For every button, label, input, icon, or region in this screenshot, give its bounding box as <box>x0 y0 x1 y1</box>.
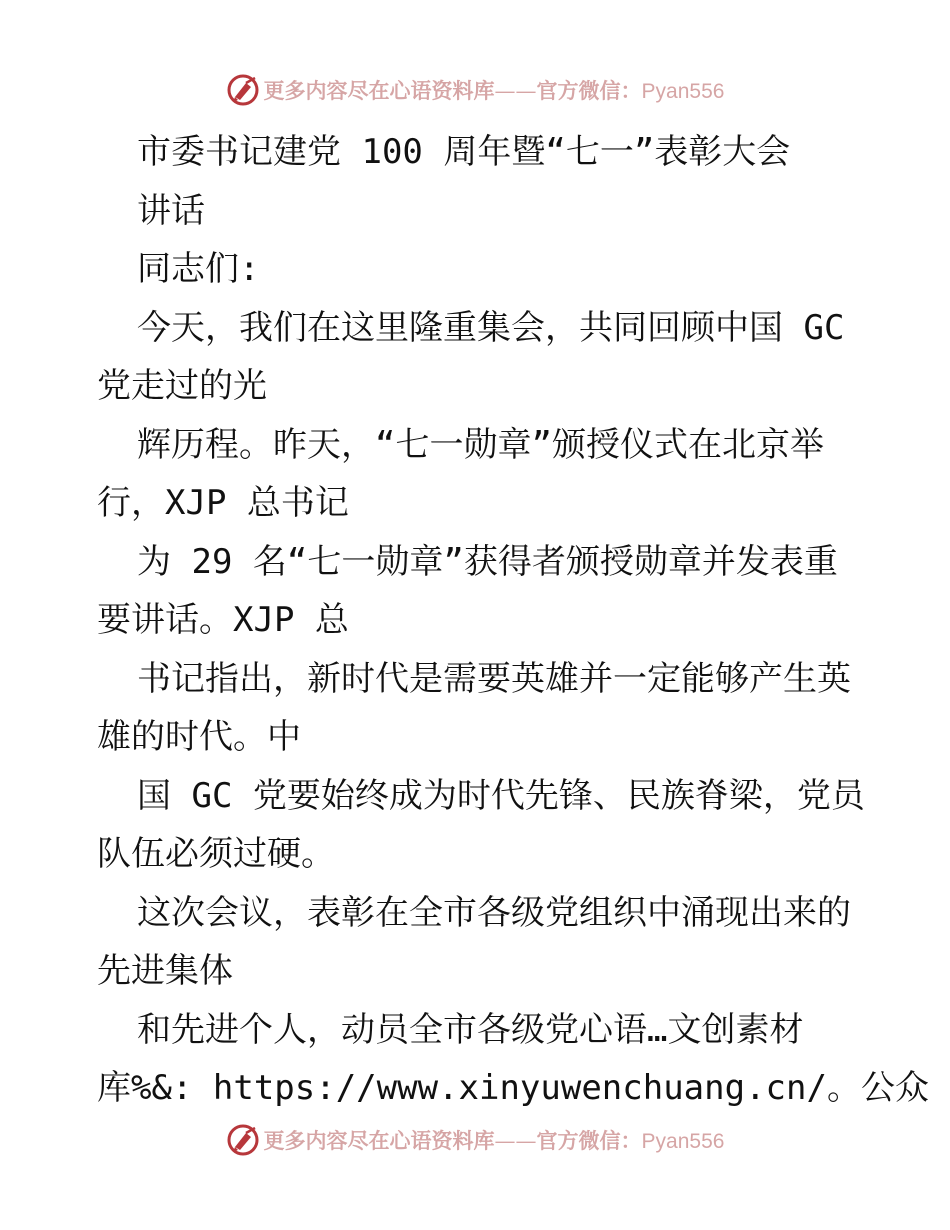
salutation: 同志们: <box>137 249 260 289</box>
footer-banner-text: 更多内容尽在心语资料库 <box>263 1128 495 1153</box>
paragraph-line: 先进集体 <box>97 951 233 991</box>
footer-banner-separator: —— <box>494 1129 537 1153</box>
header-banner <box>0 70 950 110</box>
pen-logo-icon <box>226 1123 260 1157</box>
paragraph-line: 国 GC 党要始终成为时代先锋、民族脊梁，党员 <box>137 775 865 816</box>
document-body <box>97 123 929 1118</box>
paragraph-line: 和先进个人，动员全市各级党心语…文创素材 <box>137 1009 804 1050</box>
header-banner-separator: —— <box>494 79 537 103</box>
paragraph-line: 这次会议，表彰在全市各级党组织中涌现出来的 <box>137 892 851 933</box>
title-line: 市委书记建党 100 周年暨“七一”表彰大会 <box>137 132 791 172</box>
paragraph-line: 库%&: https://www.xinyuwenchuang.cn/。公众 <box>97 1068 929 1108</box>
title-line: 讲话 <box>137 190 205 231</box>
footer-banner <box>0 1120 950 1160</box>
paragraph-line: 行，XJP 总书记 <box>97 483 349 523</box>
paragraph-line: 队伍必须过硬。 <box>97 834 335 874</box>
paragraph-line: 为 29 名“七一勋章”获得者颁授勋章并发表重 <box>137 541 838 582</box>
header-wechat-id: Pyan556 <box>641 80 725 103</box>
paragraph-line: 雄的时代。中 <box>97 717 301 757</box>
paragraph-line: 今天，我们在这里隆重集会，共同回顾中国 GC <box>137 307 845 348</box>
footer-wechat-id: Pyan556 <box>641 1130 725 1153</box>
paragraph-line: 辉历程。昨天，“七一勋章”颁授仪式在北京举 <box>137 424 824 465</box>
pen-logo-icon <box>226 73 260 107</box>
footer-wechat-label: 官方微信： <box>536 1128 642 1153</box>
paragraph-line: 要讲话。XJP 总 <box>97 600 349 640</box>
header-banner-text: 更多内容尽在心语资料库 <box>263 78 495 103</box>
paragraph-line: 党走过的光 <box>97 366 267 406</box>
paragraph-line: 书记指出，新时代是需要英雄并一定能够产生英 <box>137 658 851 699</box>
header-wechat-label: 官方微信： <box>536 78 642 103</box>
